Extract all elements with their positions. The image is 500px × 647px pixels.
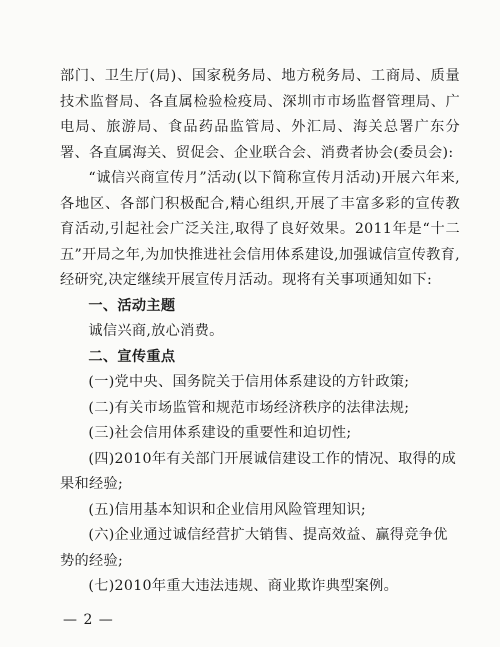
section-heading-activity-theme: 一、活动主题	[88, 297, 176, 314]
publicity-item: (二)有关市场监管和规范市场经济秩序的法律法规;	[88, 399, 410, 416]
publicity-item: (一)党中央、国务院关于信用体系建设的方针政策;	[88, 374, 410, 390]
document-body	[60, 64, 460, 600]
publicity-item: (六)企业通过诚信经营扩大销售、提高效益、赢得竞争优势的经验;	[60, 527, 448, 569]
publicity-item: (五)信用基本知识和企业信用风险管理知识;	[88, 501, 366, 518]
publicity-item: (四)2010年有关部门开展诚信建设工作的情况、取得的成果和经验;	[60, 450, 457, 492]
page-number: — 2 —	[63, 612, 114, 628]
activity-theme-text: 诚信兴商,放心消费。	[88, 323, 224, 339]
section-heading-publicity-focus: 二、宣传重点	[88, 348, 176, 365]
publicity-item: (七)2010年重大违法违规、商业欺诈典型案例。	[88, 578, 399, 594]
intro-paragraph: “诚信兴商宣传月”活动(以下简称宣传月活动)开展六年来,各地区、各部门积极配合,精心组织,开展了丰富多彩的宣传教育活动,引起社会广泛关注,取得了良好效果。2011年是“十二五”开局之年,为加快推进社会信用体系建设,加强诚信宣传教育,经研究,决定继续开展宣传月活动。现将有关事项通知如下:	[60, 170, 460, 288]
recipient-list-paragraph: 部门、卫生厅(局)、国家税务局、地方税务局、工商局、质量技术监督局、各直属检验检疫局、深圳市市场监督管理局、广电局、旅游局、食品药品监管局、外汇局、海关总署广东分署、各直属海关、贸促会、企业联合会、消费者协会(委员会):	[60, 68, 460, 161]
publicity-item: (三)社会信用体系建设的重要性和迫切性;	[88, 425, 352, 441]
